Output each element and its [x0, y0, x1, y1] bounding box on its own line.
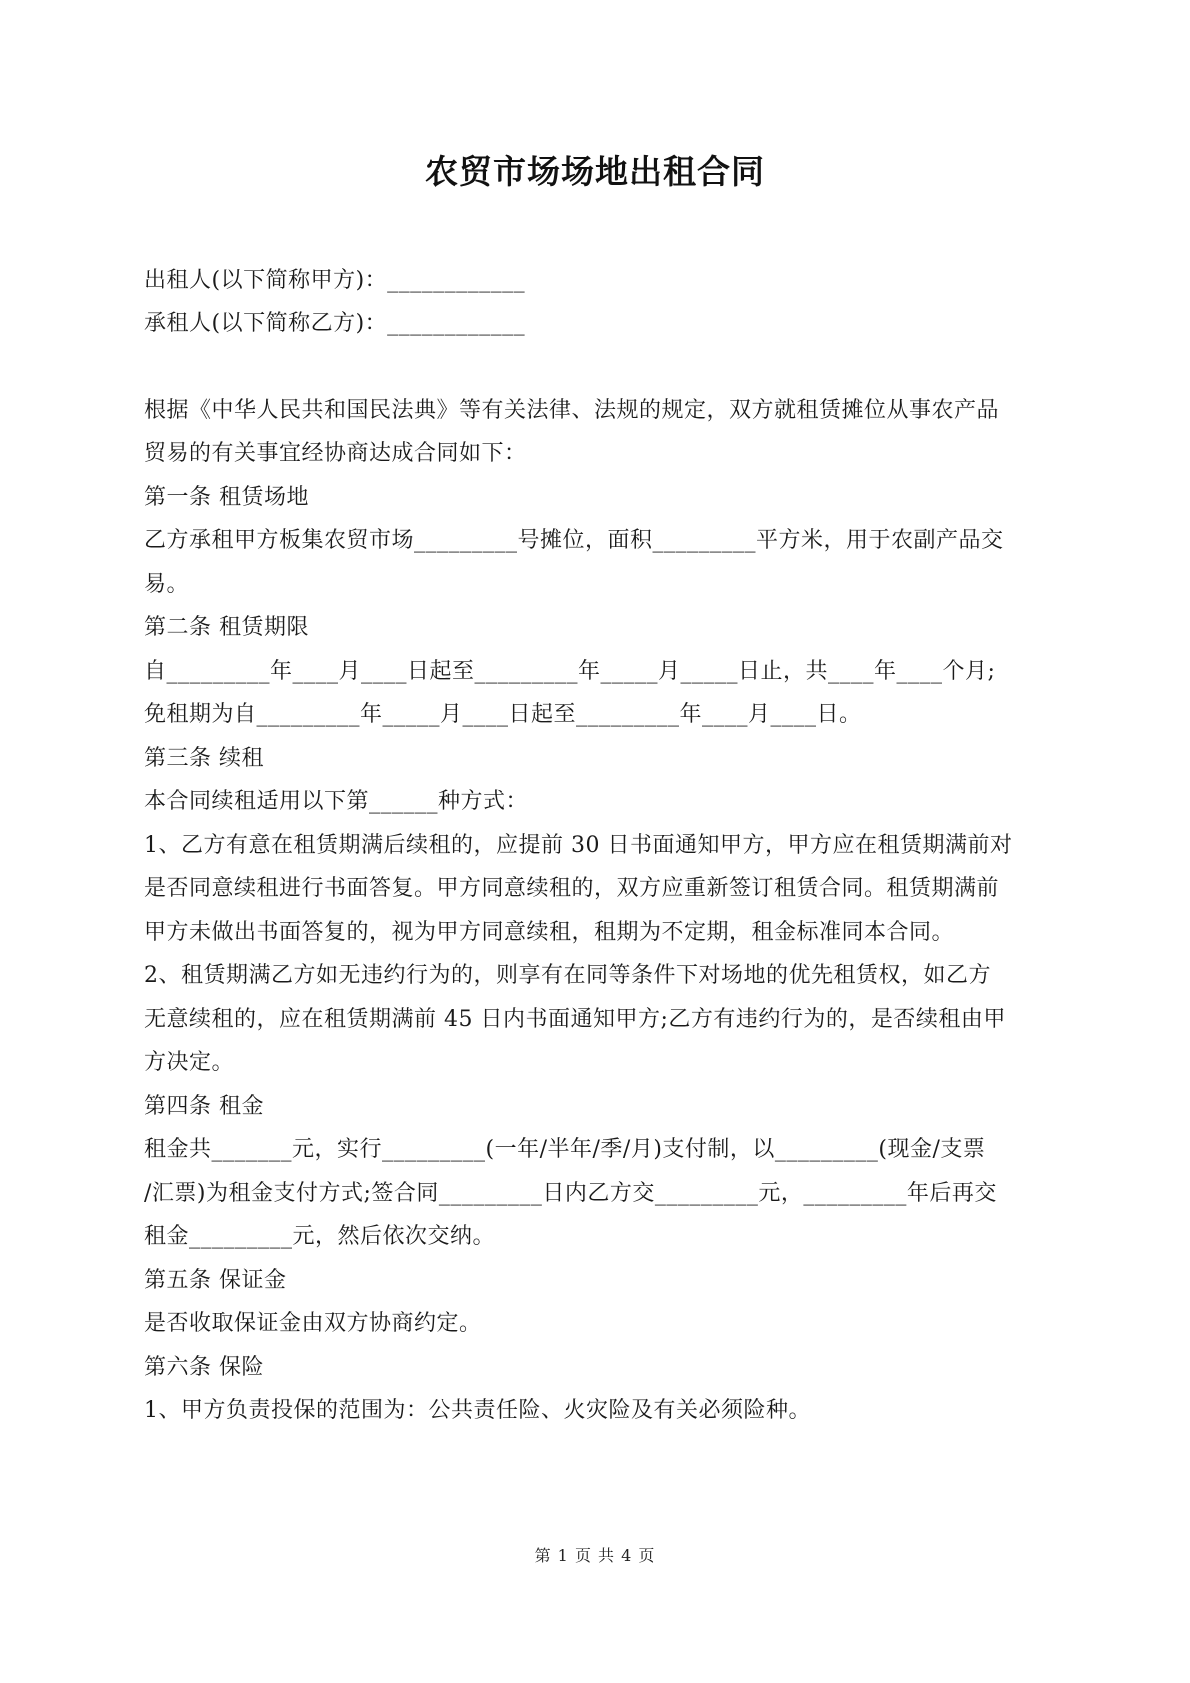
paragraph-line: 租金_________元，然后依次交纳。: [144, 1224, 496, 1249]
paragraph-line: 本合同续租适用以下第______种方式：: [144, 789, 529, 814]
paragraph-line: 方决定。: [144, 1050, 235, 1075]
article-heading: 第一条 租赁场地: [144, 485, 309, 510]
paragraph-line: 自_________年____月____日起至_________年_____月_____日止，共____年____个月;: [144, 659, 996, 684]
paragraph-line: 甲方未做出书面答复的，视为甲方同意续租，租期为不定期，租金标准同本合同。: [144, 920, 955, 945]
paragraph-line: 1、甲方负责投保的范围为：公共责任险、火灾险及有关必须险种。: [144, 1398, 811, 1423]
paragraph-line: 根据《中华人民共和国民法典》等有关法律、法规的规定，双方就租赁摊位从事农产品: [144, 398, 1000, 423]
document-title: 农贸市场场地出租合同: [425, 152, 765, 191]
paragraph-line: 无意续租的，应在租赁期满前 45 日内书面通知甲方;乙方有违约行为的，是否续租由甲: [144, 1007, 1006, 1032]
paragraph-line: 易。: [144, 572, 190, 597]
article-heading: 第四条 租金: [144, 1094, 264, 1119]
paragraph-line: 2、租赁期满乙方如无违约行为的，则享有在同等条件下对场地的优先租赁权，如乙方: [144, 963, 991, 988]
article-heading: 第五条 保证金: [144, 1268, 287, 1293]
article-heading: 第三条 续租: [144, 746, 264, 771]
party-a-line: 出租人(以下简称甲方)：____________: [144, 268, 526, 293]
paragraph-line: 是否同意续租进行书面答复。甲方同意续租的，双方应重新签订租赁合同。租赁期满前: [144, 876, 1000, 901]
paragraph-line: 租金共_______元，实行_________(一年/半年/季/月)支付制，以_________(现金/支票: [144, 1137, 986, 1162]
page-footer: 第 1 页 共 4 页: [534, 1546, 656, 1565]
paragraph-line: /汇票)为租金支付方式;签合同_________日内乙方交_________元，_________年后再交: [144, 1181, 997, 1206]
party-b-line: 承租人(以下简称乙方)：____________: [144, 311, 526, 336]
article-heading: 第二条 租赁期限: [144, 615, 309, 640]
paragraph-line: 是否收取保证金由双方协商约定。: [144, 1311, 482, 1336]
paragraph-line: 1、乙方有意在租赁期满后续租的，应提前 30 日书面通知甲方，甲方应在租赁期满前对: [144, 833, 1013, 858]
paragraph-line: 免租期为自_________年_____月____日起至_________年____月____日。: [144, 702, 862, 727]
paragraph-line: 贸易的有关事宜经协商达成合同如下：: [144, 441, 527, 466]
paragraph-line: 乙方承租甲方板集农贸市场_________号摊位，面积_________平方米，用于农副产品交: [144, 528, 1004, 553]
article-heading: 第六条 保险: [144, 1355, 264, 1380]
